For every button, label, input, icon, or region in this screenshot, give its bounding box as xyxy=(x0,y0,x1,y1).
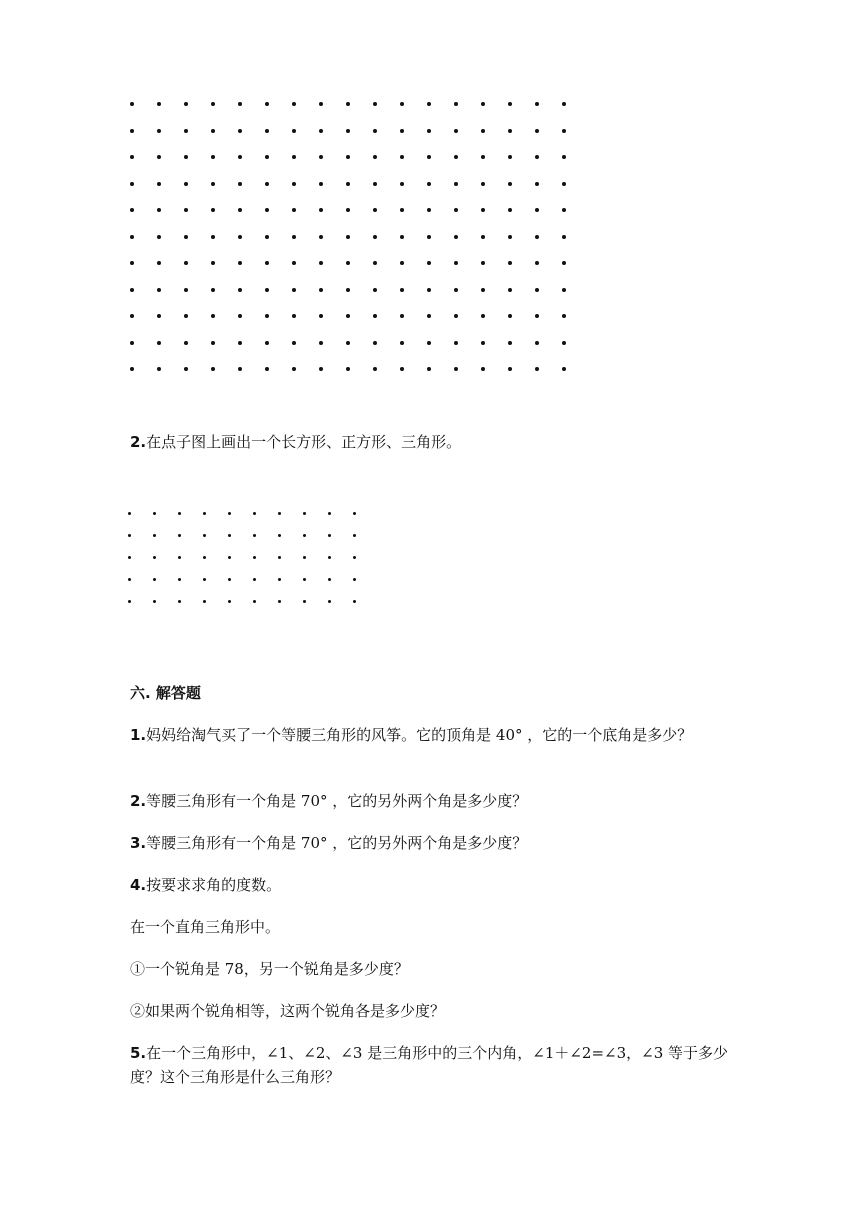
grid-dot xyxy=(535,182,539,186)
grid-dot xyxy=(238,155,242,159)
grid-dot xyxy=(184,288,188,292)
question-3 xyxy=(130,831,750,855)
grid-dot xyxy=(535,235,539,239)
grid-dot xyxy=(346,102,350,106)
grid-dot xyxy=(211,261,215,265)
section-title: 六. 解答题 xyxy=(130,684,201,702)
grid-dot xyxy=(319,288,323,292)
grid-dot xyxy=(184,129,188,133)
grid-dot xyxy=(373,261,377,265)
question-4-text: 按要求求角的度数。 xyxy=(146,876,282,894)
dot-grid-large[interactable] xyxy=(130,102,572,372)
grid-dot xyxy=(454,367,458,371)
grid-dot xyxy=(427,182,431,186)
grid-dot xyxy=(157,261,161,265)
grid-dot xyxy=(535,288,539,292)
grid-dot xyxy=(562,208,566,212)
grid-dot xyxy=(454,182,458,186)
grid-dot xyxy=(319,208,323,212)
grid-dot xyxy=(481,235,485,239)
grid-dot xyxy=(353,600,356,603)
grid-dot xyxy=(278,600,281,603)
grid-dot xyxy=(178,556,181,559)
grid-dot xyxy=(427,261,431,265)
grid-dot xyxy=(157,367,161,371)
grid-dot xyxy=(228,556,231,559)
grid-dot xyxy=(481,129,485,133)
grid-dot xyxy=(184,235,188,239)
grid-dot xyxy=(535,155,539,159)
grid-dot xyxy=(508,261,512,265)
grid-dot xyxy=(292,314,296,318)
grid-dot xyxy=(373,235,377,239)
grid-dot xyxy=(211,129,215,133)
grid-dot xyxy=(303,512,306,515)
grid-dot xyxy=(454,288,458,292)
grid-dot xyxy=(481,208,485,212)
grid-dot xyxy=(303,534,306,537)
grid-dot xyxy=(535,261,539,265)
question-4-part-1: ①一个锐角是 78，另一个锐角是多少度？ xyxy=(130,960,409,978)
grid-dot xyxy=(238,314,242,318)
grid-dot xyxy=(292,182,296,186)
grid-dot xyxy=(353,578,356,581)
grid-dot xyxy=(562,182,566,186)
grid-dot xyxy=(157,182,161,186)
grid-dot xyxy=(253,600,256,603)
grid-dot xyxy=(128,578,131,581)
grid-dot xyxy=(427,155,431,159)
grid-dot xyxy=(427,235,431,239)
grid-dot xyxy=(211,155,215,159)
grid-dot xyxy=(328,512,331,515)
grid-dot xyxy=(265,235,269,239)
grid-dot xyxy=(128,534,131,537)
question-4-part-2: ②如果两个锐角相等，这两个锐角各是多少度？ xyxy=(130,1002,446,1020)
grid-dot xyxy=(481,314,485,318)
grid-dot xyxy=(346,314,350,318)
task-2-text: 在点子图上画出一个长方形、正方形、三角形。 xyxy=(146,433,462,451)
grid-dot xyxy=(508,208,512,212)
grid-dot xyxy=(211,235,215,239)
question-2-text: 等腰三角形有一个角是 70° ，它的另外两个角是多少度？ xyxy=(146,792,528,810)
question-5 xyxy=(130,1041,750,1089)
grid-dot xyxy=(253,556,256,559)
grid-dot xyxy=(265,367,269,371)
grid-dot xyxy=(153,534,156,537)
grid-dot xyxy=(508,129,512,133)
grid-dot xyxy=(157,314,161,318)
grid-dot xyxy=(508,367,512,371)
grid-dot xyxy=(346,208,350,212)
grid-dot xyxy=(157,129,161,133)
grid-dot xyxy=(157,208,161,212)
grid-dot xyxy=(328,534,331,537)
grid-dot xyxy=(278,512,281,515)
grid-dot xyxy=(130,129,134,133)
grid-dot xyxy=(373,288,377,292)
grid-dot xyxy=(184,102,188,106)
grid-dot xyxy=(346,155,350,159)
grid-dot xyxy=(253,578,256,581)
grid-dot xyxy=(373,129,377,133)
grid-dot xyxy=(508,314,512,318)
grid-dot xyxy=(211,288,215,292)
grid-dot xyxy=(184,182,188,186)
grid-dot xyxy=(292,367,296,371)
question-5-number: 5. xyxy=(130,1044,147,1062)
grid-dot xyxy=(319,102,323,106)
grid-dot xyxy=(153,578,156,581)
grid-dot xyxy=(319,261,323,265)
question-1 xyxy=(130,723,750,747)
grid-dot xyxy=(319,155,323,159)
grid-dot xyxy=(400,314,404,318)
grid-dot xyxy=(211,314,215,318)
grid-dot xyxy=(353,512,356,515)
grid-dot xyxy=(535,208,539,212)
grid-dot xyxy=(130,261,134,265)
grid-dot xyxy=(562,341,566,345)
grid-dot xyxy=(178,512,181,515)
question-2 xyxy=(130,789,750,813)
grid-dot xyxy=(562,261,566,265)
grid-dot xyxy=(203,600,206,603)
grid-dot xyxy=(427,129,431,133)
grid-dot xyxy=(400,235,404,239)
question-3-number: 3. xyxy=(130,834,147,852)
grid-dot xyxy=(130,182,134,186)
grid-dot xyxy=(228,512,231,515)
grid-dot xyxy=(373,208,377,212)
grid-dot xyxy=(319,182,323,186)
grid-dot xyxy=(373,102,377,106)
grid-dot xyxy=(130,235,134,239)
grid-dot xyxy=(153,512,156,515)
grid-dot xyxy=(508,155,512,159)
grid-dot xyxy=(400,208,404,212)
grid-dot xyxy=(346,129,350,133)
grid-dot xyxy=(238,341,242,345)
grid-dot xyxy=(184,261,188,265)
grid-dot xyxy=(346,288,350,292)
grid-dot xyxy=(400,155,404,159)
grid-dot xyxy=(562,129,566,133)
grid-dot xyxy=(373,155,377,159)
grid-dot xyxy=(130,314,134,318)
grid-dot xyxy=(508,235,512,239)
grid-dot xyxy=(454,341,458,345)
grid-dot xyxy=(265,182,269,186)
grid-dot xyxy=(130,341,134,345)
grid-dot xyxy=(265,288,269,292)
grid-dot xyxy=(346,182,350,186)
grid-dot xyxy=(373,341,377,345)
grid-dot xyxy=(184,208,188,212)
grid-dot xyxy=(328,600,331,603)
grid-dot xyxy=(481,155,485,159)
grid-dot xyxy=(562,235,566,239)
grid-dot xyxy=(454,129,458,133)
grid-dot xyxy=(211,102,215,106)
grid-dot xyxy=(128,556,131,559)
grid-dot xyxy=(481,341,485,345)
grid-dot xyxy=(454,208,458,212)
grid-dot xyxy=(184,314,188,318)
task-2-number: 2. xyxy=(130,433,147,451)
grid-dot xyxy=(427,102,431,106)
grid-dot xyxy=(211,367,215,371)
grid-dot xyxy=(427,367,431,371)
grid-dot xyxy=(228,600,231,603)
grid-dot xyxy=(400,102,404,106)
grid-dot xyxy=(303,600,306,603)
grid-dot xyxy=(157,341,161,345)
grid-dot xyxy=(353,556,356,559)
question-1-text: 妈妈给淘气买了一个等腰三角形的风筝。它的顶角是 40° ，它的一个底角是多少？ xyxy=(146,726,693,744)
question-4-number: 4. xyxy=(130,876,147,894)
grid-dot xyxy=(562,367,566,371)
grid-dot xyxy=(481,102,485,106)
grid-dot xyxy=(562,288,566,292)
grid-dot xyxy=(278,578,281,581)
grid-dot xyxy=(203,534,206,537)
grid-dot xyxy=(535,314,539,318)
grid-dot xyxy=(292,288,296,292)
grid-dot xyxy=(265,129,269,133)
grid-dot xyxy=(400,288,404,292)
grid-dot xyxy=(508,182,512,186)
grid-dot xyxy=(157,155,161,159)
question-5-text: 在一个三角形中，∠1、∠2、∠3 是三角形中的三个内角，∠1＋∠2=∠3，∠3 等于多少度？这个三角形是什么三角形？ xyxy=(130,1044,729,1086)
grid-dot xyxy=(373,314,377,318)
grid-dot xyxy=(454,314,458,318)
grid-dot xyxy=(508,102,512,106)
grid-dot xyxy=(153,600,156,603)
grid-dot xyxy=(238,129,242,133)
grid-dot xyxy=(400,367,404,371)
grid-dot xyxy=(508,288,512,292)
grid-dot xyxy=(265,314,269,318)
grid-dot xyxy=(481,288,485,292)
grid-dot xyxy=(178,600,181,603)
grid-dot xyxy=(130,155,134,159)
grid-dot xyxy=(211,208,215,212)
grid-dot xyxy=(157,288,161,292)
grid-dot xyxy=(238,235,242,239)
grid-dot xyxy=(130,367,134,371)
grid-dot xyxy=(535,341,539,345)
dot-grid-small[interactable] xyxy=(128,512,360,624)
question-4 xyxy=(130,873,750,897)
grid-dot xyxy=(265,208,269,212)
grid-dot xyxy=(292,129,296,133)
grid-dot xyxy=(292,102,296,106)
grid-dot xyxy=(454,102,458,106)
question-1-number: 1. xyxy=(130,726,147,744)
grid-dot xyxy=(238,102,242,106)
question-2-number: 2. xyxy=(130,792,147,810)
grid-dot xyxy=(211,182,215,186)
question-4-context: 在一个直角三角形中。 xyxy=(130,918,281,936)
grid-dot xyxy=(346,261,350,265)
grid-dot xyxy=(228,534,231,537)
grid-dot xyxy=(319,367,323,371)
grid-dot xyxy=(535,367,539,371)
grid-dot xyxy=(508,341,512,345)
grid-dot xyxy=(303,556,306,559)
grid-dot xyxy=(228,578,231,581)
grid-dot xyxy=(481,261,485,265)
grid-dot xyxy=(400,261,404,265)
grid-dot xyxy=(427,288,431,292)
grid-dot xyxy=(211,341,215,345)
grid-dot xyxy=(153,556,156,559)
grid-dot xyxy=(319,314,323,318)
grid-dot xyxy=(203,556,206,559)
grid-dot xyxy=(562,102,566,106)
grid-dot xyxy=(238,261,242,265)
grid-dot xyxy=(292,235,296,239)
grid-dot xyxy=(178,578,181,581)
grid-dot xyxy=(535,102,539,106)
grid-dot xyxy=(184,367,188,371)
grid-dot xyxy=(400,182,404,186)
grid-dot xyxy=(373,367,377,371)
question-3-text: 等腰三角形有一个角是 70° ，它的另外两个角是多少度？ xyxy=(146,834,528,852)
grid-dot xyxy=(203,578,206,581)
grid-dot xyxy=(157,235,161,239)
grid-dot xyxy=(328,556,331,559)
grid-dot xyxy=(427,314,431,318)
grid-dot xyxy=(303,578,306,581)
grid-dot xyxy=(203,512,206,515)
grid-dot xyxy=(319,235,323,239)
grid-dot xyxy=(400,341,404,345)
grid-dot xyxy=(292,261,296,265)
grid-dot xyxy=(319,341,323,345)
grid-dot xyxy=(562,155,566,159)
grid-dot xyxy=(346,235,350,239)
grid-dot xyxy=(481,367,485,371)
grid-dot xyxy=(238,182,242,186)
grid-dot xyxy=(265,261,269,265)
grid-dot xyxy=(128,600,131,603)
grid-dot xyxy=(292,155,296,159)
grid-dot xyxy=(454,155,458,159)
grid-dot xyxy=(427,341,431,345)
grid-dot xyxy=(253,534,256,537)
grid-dot xyxy=(454,261,458,265)
grid-dot xyxy=(481,182,485,186)
grid-dot xyxy=(184,155,188,159)
grid-dot xyxy=(184,341,188,345)
task-2 xyxy=(130,430,750,454)
grid-dot xyxy=(346,341,350,345)
grid-dot xyxy=(346,367,350,371)
grid-dot xyxy=(238,208,242,212)
grid-dot xyxy=(373,182,377,186)
grid-dot xyxy=(157,102,161,106)
grid-dot xyxy=(292,341,296,345)
grid-dot xyxy=(238,367,242,371)
grid-dot xyxy=(238,288,242,292)
grid-dot xyxy=(319,129,323,133)
grid-dot xyxy=(128,512,131,515)
grid-dot xyxy=(454,235,458,239)
grid-dot xyxy=(278,534,281,537)
grid-dot xyxy=(400,129,404,133)
grid-dot xyxy=(278,556,281,559)
grid-dot xyxy=(130,208,134,212)
grid-dot xyxy=(562,314,566,318)
grid-dot xyxy=(130,102,134,106)
grid-dot xyxy=(130,288,134,292)
grid-dot xyxy=(253,512,256,515)
grid-dot xyxy=(178,534,181,537)
grid-dot xyxy=(328,578,331,581)
grid-dot xyxy=(427,208,431,212)
grid-dot xyxy=(265,155,269,159)
grid-dot xyxy=(353,534,356,537)
grid-dot xyxy=(265,341,269,345)
grid-dot xyxy=(265,102,269,106)
grid-dot xyxy=(535,129,539,133)
grid-dot xyxy=(292,208,296,212)
